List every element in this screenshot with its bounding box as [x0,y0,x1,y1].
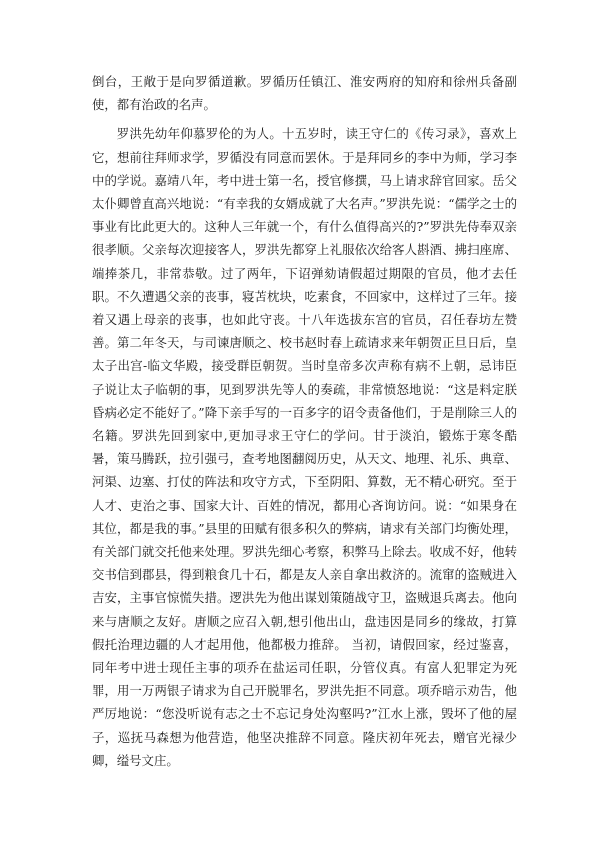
document-page [92,70,517,772]
paragraph-2: 罗洪先幼年仰慕罗伦的为人。十五岁时，读王守仁的《传习录》，喜欢上它，想前往拜师求学，罗循没有同意而罢休。于是拜同乡的李中为师，学习李中的学说。嘉靖八年，考中进士第一名，授官修撰，马上请求辞官回家。岳父太仆卿曾直高兴地说：“有幸我的女婿成就了大名声。”罗洪先说：“儒学之士的事业有比此更大的。这种人三年就一个，有什么值得高兴的?”罗洪先侍奉双亲很孝顺。父亲每次迎接客人，罗洪先都穿上礼服依次给客人斟酒、拂扫座席、端捧茶几，非常恭敬。过了两年，下诏弹劾请假超过期限的官员，他才去任职。不久遭遇父亲的丧事，寝苫枕块，吃素食，不回家中，这样过了三年。接着又遇上母亲的丧事，也如此守丧。十八年选拔东宫的官员，召任春坊左赞善。第二年冬天，与司谏唐顺之、校书赵时春上疏请求来年朝贺正旦日后，皇太子出宫-临文华殿，接受群臣朝贺。当时皇帝多次声称有病不上朝，忌讳臣子说让太子临朝的事，见到罗洪先等人的奏疏，非常愤怒地说：“这是料定朕昏病必定不能好了。”降下亲手写的一百多字的诏令责备他们，于是削除三人的名籍。罗洪先回到家中,更加寻求王守仁的学问。甘于淡泊，锻炼于寒冬酷暑，策马腾跃，拉引强弓，查考地图翻阅历史，从天文、地理、礼乐、典章、河渠、边塞、打仗的阵法和攻守方式，下至阴阳、算数，无不精心研究。至于人才、吏治之事、国家大计、百姓的情况，都用心吝询访问。说：“如果身在其位，都是我的事。”县里的田赋有很多积久的弊病，请求有关部门均衡处理，有关部门就交托他来处理。罗洪先细心考察，积弊马上除去。收成不好，他转交书信到郡县，得到粮食几十石，都是友人亲自拿出救济的。流窜的盗贼进入吉安，主事官惊慌失措。逻洪先为他出谋划策随战守卫，盗贼退兵离去。他向来与唐顺之友好。唐顺之应召入朝,想引他出山，盘违因是同乡的缘故，打算假托治理边疆的人才起用他，他都极力推辞。 当初，请假回家，经过鉴喜，同年考中进士现任主事的项乔在盐运司任职，分管仪真。有富人犯罪定为死罪，用一万两银子请求为自己开脱罪名，罗洪先拒不同意。项乔暗示劝告，他严厉地说：“您没听说有志之士不忘记身处沟壑吗?”江水上涨，毁坏了他的屋子，巡抚马森想为他营造，他坚决推辞不同意。隆庆初年死去，赠官光禄少卿，缢号文庄。 [92,126,517,768]
paragraph-1: 倒台，王敞于是向罗循道歉。罗循历任镇江、淮安两府的知府和徐州兵备副使，都有治政的名声。 [92,74,517,113]
